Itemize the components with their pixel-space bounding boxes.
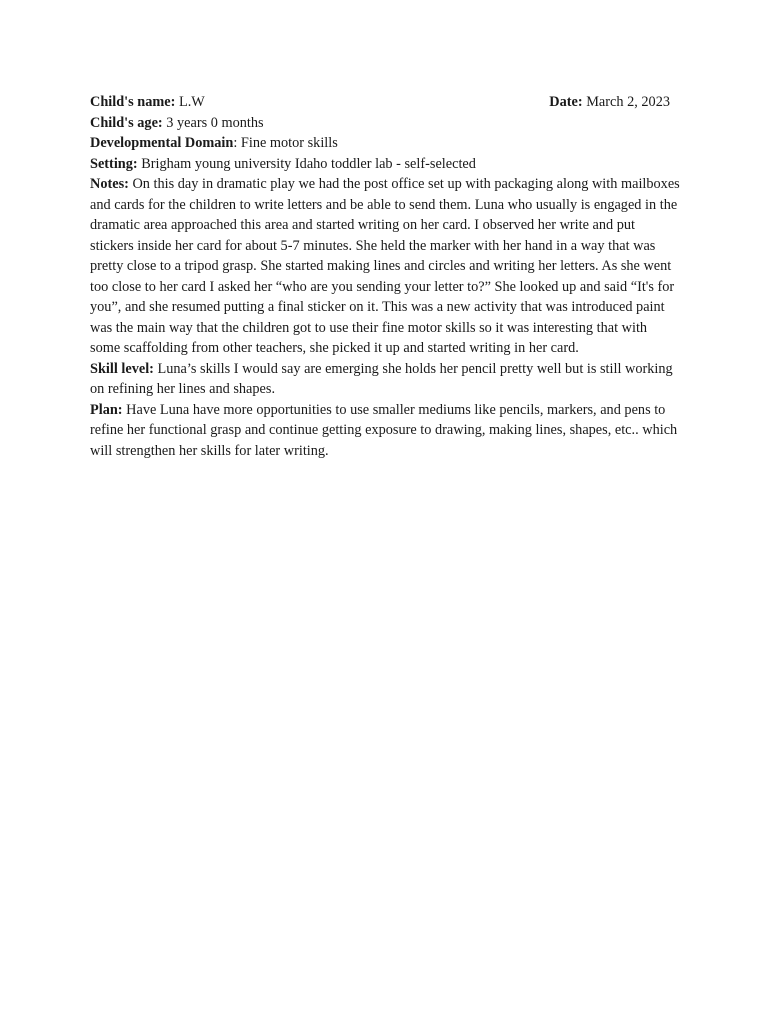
child-name-label: Child's name: [90,94,176,110]
setting-field [90,154,680,175]
date-value: March 2, 2023 [582,94,670,110]
notes-paragraph [90,174,680,359]
plan-paragraph [90,400,680,462]
child-age-field [90,113,680,134]
observation-document [90,92,680,461]
skill-level-label: Skill level: [90,360,154,377]
domain-label: Developmental Domain [90,135,234,151]
notes-label: Notes: [90,176,129,192]
plan-label: Plan: [90,401,123,418]
skill-level-paragraph [90,359,680,400]
child-age-label: Child's age: [90,114,163,131]
child-name-value: L.W [175,94,205,110]
setting-label: Setting: [90,155,138,172]
notes-value: On this day in dramatic play we had the post office set up with packaging along with mailboxes and cards for the children to write letters and be able to send them. Luna who usually is engaged in the dramatic area approached this area and started writing on her card. I observed her write and put stickers inside her card for about 5-7 minutes. She held the marker with her hand in a way that was pretty close to a tripod grasp. She started making lines and circles and writing her letters. As she went too close to her card I asked her “who are you sending your letter to?” She looked up and said “It's for you”, and she resumed putting a final sticker on it. This was a new activity that was introduced paint was the main way that the children got to use their fine motor skills so it was interesting that with some scaffolding from other teachers, she picked it up and started writing in her card. [90,176,680,356]
header-row [90,92,670,113]
domain-value: : Fine motor skills [233,135,338,151]
child-name-field [90,92,205,113]
date-field [549,92,670,113]
domain-field [90,133,680,154]
setting-value: Brigham young university Idaho toddler lab - self-selected [137,155,476,172]
plan-value: Have Luna have more opportunities to use smaller mediums like pencils, markers, and pens to refine her functional grasp and continue getting exposure to drawing, making lines, shapes, etc.. which will strengthen her skills for later writing. [90,401,678,459]
date-label: Date: [549,94,583,110]
skill-level-value: Luna’s skills I would say are emerging she holds her pencil pretty well but is still working on refining her lines and shapes. [90,360,673,397]
child-age-value: 3 years 0 months [162,114,264,131]
